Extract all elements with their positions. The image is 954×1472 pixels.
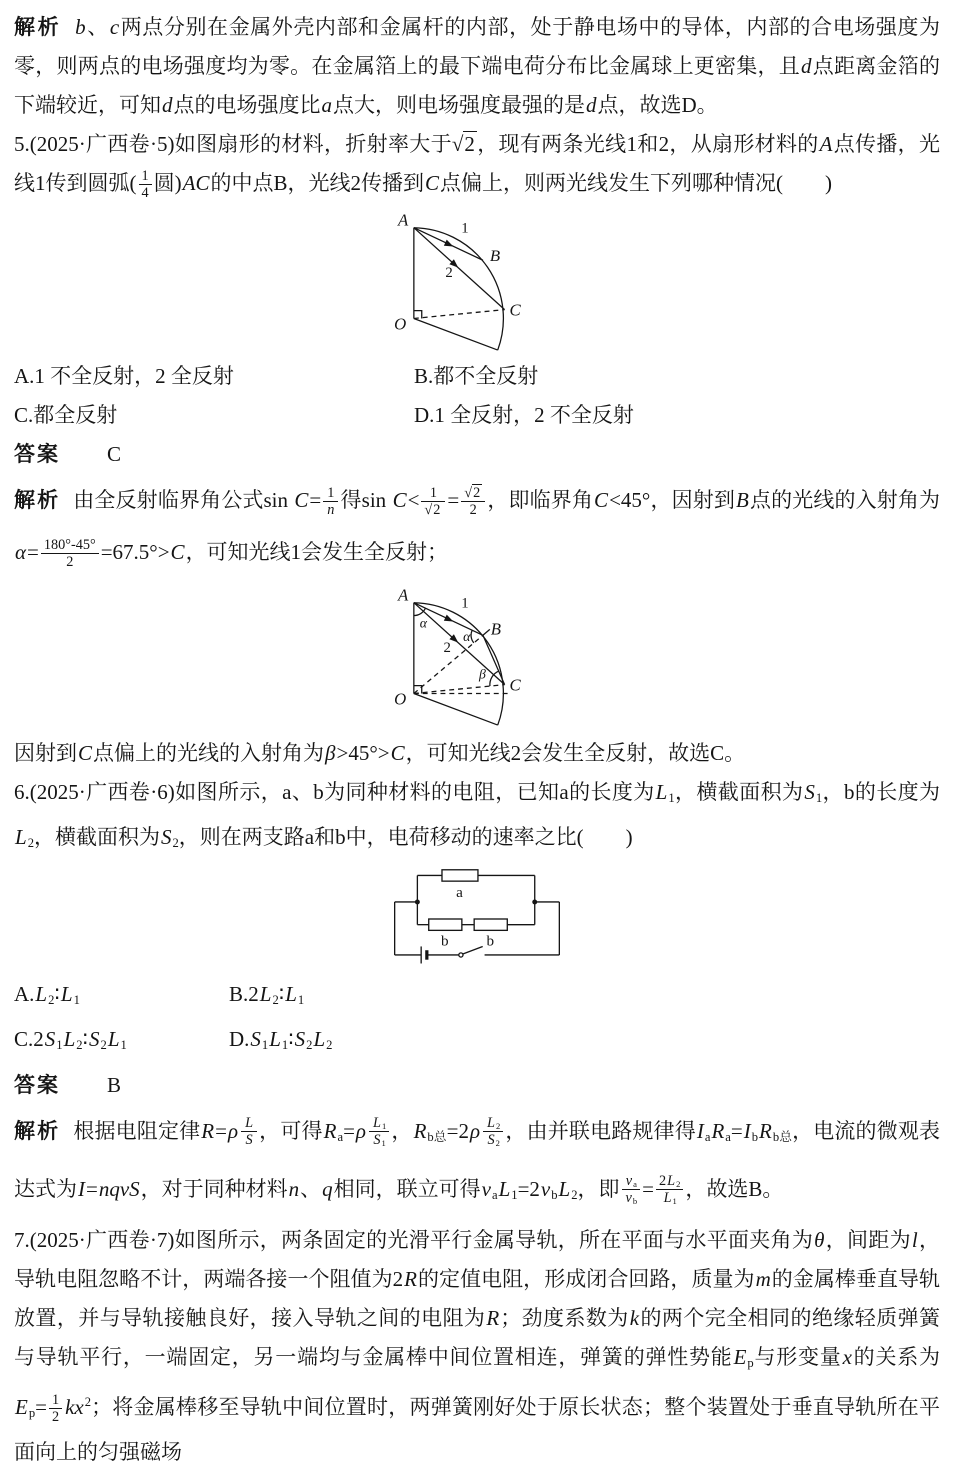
sector-lower-edge bbox=[414, 318, 498, 350]
option-d: $D.S_1L_1∶S_2L_2$ bbox=[229, 1027, 333, 1053]
question-5-analysis-tail: 因射到C点偏上的光线的入射角为β>45°>C，可知光线2会发生全反射，故选C。 bbox=[14, 741, 746, 765]
answer-value: B bbox=[107, 1072, 122, 1097]
junction-dot-left bbox=[415, 900, 420, 905]
option-d: D.1 全反射，2 不全反射 bbox=[414, 403, 634, 427]
sector-diagram bbox=[379, 206, 575, 354]
circuit-figure bbox=[14, 866, 940, 972]
sector-diagram-solution bbox=[379, 581, 575, 731]
option-a: A.1 不全反射，2 全反射 bbox=[14, 364, 234, 388]
sector-lower-edge bbox=[414, 694, 498, 726]
option-b: B.都不全反射 bbox=[414, 364, 539, 388]
answer-label: 答案 bbox=[14, 442, 60, 466]
ray-1-label: 1 bbox=[461, 595, 469, 612]
option-a: $A.L_2∶L_1$ bbox=[14, 982, 80, 1008]
resistor-a-box bbox=[442, 870, 478, 881]
circuit-diagram bbox=[387, 866, 567, 972]
point-c-label: C bbox=[509, 300, 521, 320]
resistor-b1-label: b bbox=[441, 933, 449, 950]
resistor-a-label: a bbox=[456, 885, 463, 902]
beta-c-label: β bbox=[478, 666, 486, 682]
point-b-label: B bbox=[489, 246, 501, 266]
question-5-analysis: 解析 由全反射临界角公式sin C= $\frac{1}{n}$ 得sin C< $\frac{1}{√2}$ = $\frac{√2}{2}$ ，即临界角C<45°，因射到B点的光线的入射角为α= $\frac{180^\circ-45^\circ}{2}$ =67.5°>C，可知光线1会发生全反射； bbox=[14, 484, 941, 570]
point-c-label: C bbox=[509, 675, 521, 695]
optics-figure-1 bbox=[14, 206, 940, 354]
junction-dot-right bbox=[532, 900, 537, 905]
ray-1-arrow bbox=[444, 615, 455, 625]
switch-lever bbox=[463, 947, 483, 955]
point-o-label: O bbox=[394, 314, 407, 334]
point-b-label: B bbox=[490, 619, 502, 639]
normal-extension-b bbox=[483, 629, 490, 635]
reflected-ray-bc bbox=[483, 635, 505, 684]
dashed-oc bbox=[414, 310, 505, 319]
dashed-oc-normal bbox=[414, 685, 505, 694]
alpha-a-label: α bbox=[419, 615, 428, 631]
right-angle-mark bbox=[414, 311, 422, 319]
point-a-label: A bbox=[398, 585, 409, 605]
point-a-label: A bbox=[398, 210, 409, 230]
ray-2-label: 2 bbox=[443, 640, 451, 657]
optics-figure-2 bbox=[14, 581, 940, 731]
option-c: C.都全反射 bbox=[14, 403, 118, 427]
prev-question-analysis: 解析 b、c两点分别在金属外壳内部和金属杆的内部，处于静电场中的导体，内部的合电场强度为零，则两点的电场强度均为零。在金属箔上的最下端电荷分布比金属球上更密集，且d点距离金箔的下端较近，可知d点的电场强度比a点大，则电场强度最强的是d点，故选D。 bbox=[14, 15, 941, 117]
resistor-b2-label: b bbox=[486, 933, 495, 950]
answer-label: 答案 bbox=[14, 1072, 60, 1097]
ray-2-label: 2 bbox=[445, 265, 453, 282]
ray-1-arrow bbox=[444, 240, 455, 250]
alpha-b-label: α bbox=[463, 629, 471, 645]
ray-1-label: 1 bbox=[461, 220, 469, 237]
option-c: $C.2S_1L_2∶S_2L_1$ bbox=[14, 1027, 127, 1053]
question-6-analysis: 解析 根据电阻定律R=ρ $\frac{L}{S}$ ，可得$R_a=\rho$ $\frac{L_1}{S_1}$ ，$R_{b总}=2\rho$ $\frac{L_2}{S_2}$ ，由并联电路规律得$I_aR_a=I_bR_{b总}$，电流的微观表达式为I=nqvS，对于同种材料n、q相同，联立可得$v_aL_1=2v_bL_2$，即 $\frac{v_a}{v_b}$ = $\frac{2L_2}{L_1}$ ，故选B。 bbox=[14, 1114, 941, 1207]
question-7-stem: 7.(2025·广西卷·7)如图所示，两条固定的光滑平行金属导轨，所在平面与水平面夹角为θ，间距为l，导轨电阻忽略不计，两端各接一个阻值为2R的定值电阻，形成闭合回路，质量为m的金属棒垂直导轨放置，并与导轨接触良好，接入导轨之间的电阻为R；劲度系数为k的两个完全相同的绝缘轻质弹簧与导轨平行，一端固定，另一端均与金属棒中间位置相连，弹簧的弹性势能$E_p$与形变量x的关系为$E_p=$ $\frac{1}{2}$ $kx^2$；将金属棒移至导轨中间位置时，两弹簧刚好处于原长状态；整个装置处于垂直导轨所在平面向上的匀强磁场 bbox=[14, 1227, 941, 1465]
question-5-stem: 5.(2025·广西卷·5)如图扇形的材料，折射率大于√2，现有两条光线1和2，从扇形材料的A点传播，光线1传到圆弧( $\frac{1}{4}$ 圆)AC的中点B，光线2传播到C点偏上，则两光线发生下列哪种情况( ) bbox=[14, 132, 940, 201]
point-o-label: O bbox=[394, 689, 407, 709]
answer-value: C bbox=[107, 442, 122, 466]
switch-pivot bbox=[459, 953, 463, 957]
resistor-b1-box bbox=[429, 919, 462, 930]
resistor-b2-box bbox=[474, 919, 507, 930]
alpha-arc-b bbox=[471, 630, 474, 643]
question-6-options bbox=[14, 975, 940, 1065]
question-5-options bbox=[14, 357, 940, 435]
answer-row-q6 bbox=[14, 1066, 940, 1105]
question-6-stem: 6.(2025·广西卷·6)如图所示，a、b为同种材料的电阻，已知a的长度为$L_1$，横截面积为$S_1$，b的长度为$L_2$，横截面积为$S_2$，则在两支路a和b中，电荷移动的速率之比( ) bbox=[14, 780, 941, 851]
answer-row-q5 bbox=[14, 435, 940, 474]
option-b: $B.2L_2∶L_1$ bbox=[229, 982, 305, 1008]
